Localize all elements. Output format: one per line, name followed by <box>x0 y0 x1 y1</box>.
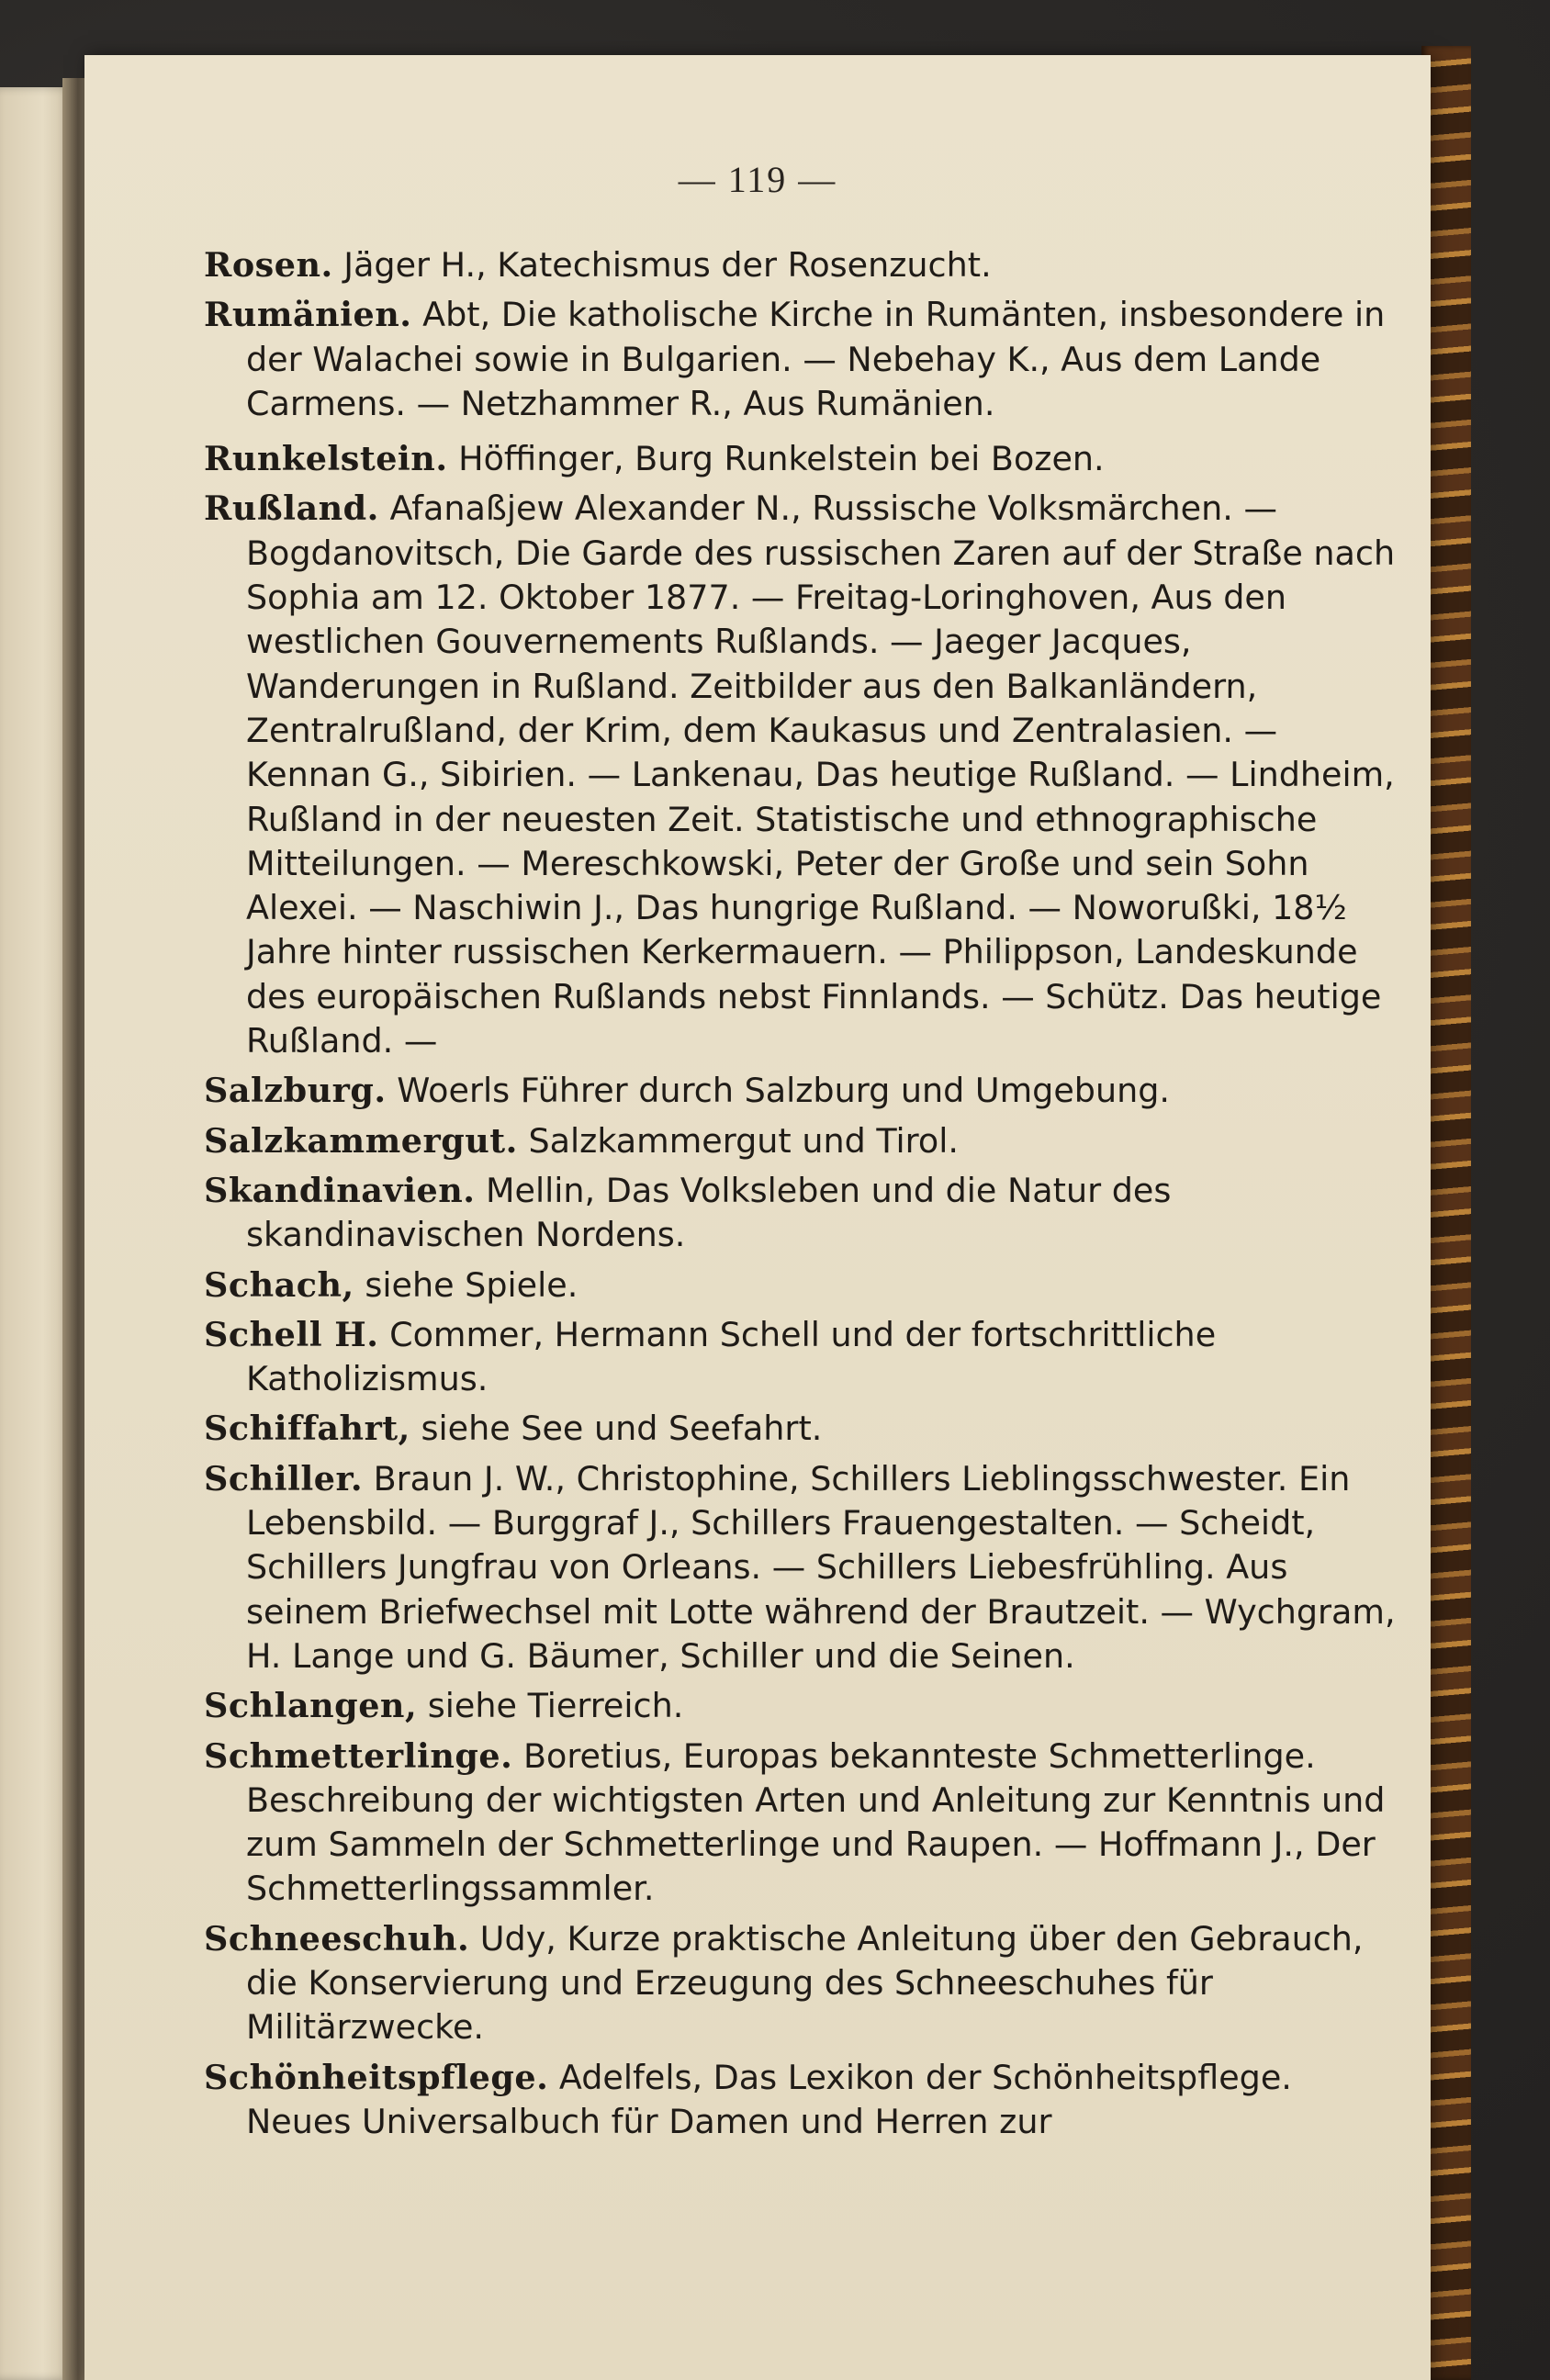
entry-body: Jäger H., Katechismus der Rosenzucht. <box>332 245 992 285</box>
entry-heading: Runkelstein. <box>204 439 448 479</box>
entry-body: siehe Spiele. <box>354 1264 578 1305</box>
entry-schneeschuh <box>204 1917 1407 2050</box>
entry-schiffahrt <box>204 1407 1407 1451</box>
entry-heading: Rosen. <box>204 245 333 285</box>
entry-russland <box>204 487 1407 1063</box>
entry-salzburg <box>204 1069 1407 1113</box>
entry-body: Udy, Kurze praktische Anleitung über den Gebrauch, die Konservierung und Erzeugung des Schneeschuhes für Militärzwecke. <box>246 1918 1364 2048</box>
entry-heading: Schell H. <box>204 1314 379 1354</box>
entry-heading: Salzburg. <box>204 1071 387 1111</box>
entry-body: Woerls Führer durch Salzburg und Umgebung. <box>386 1071 1170 1111</box>
entry-skandinavien <box>204 1169 1407 1258</box>
entry-body: siehe See und Seefahrt. <box>410 1409 823 1449</box>
entry-schell <box>204 1313 1407 1402</box>
entry-body: Braun J. W., Christophine, Schillers Lieblingsschwester. Ein Lebensbild. — Burggraf J., Schillers Frauengestalten. — Scheidt, Schillers Jungfrau von Orleans. — Schillers Liebesfrühling. Aus seinem Briefwechsel mit Lotte während der Brautzeit. — Wychgram, H. Lange und G. Bäumer, Schiller und die Seinen. <box>246 1458 1396 1676</box>
entry-heading: Schönheitspflege. <box>204 2057 549 2097</box>
entry-heading: Schach, <box>204 1264 354 1305</box>
entry-heading: Schiller. <box>204 1458 364 1499</box>
book-page <box>84 55 1431 2380</box>
index-text <box>204 243 1407 2150</box>
entry-schiller <box>204 1457 1407 1678</box>
facing-page-edge <box>0 87 72 2380</box>
entry-schlangen <box>204 1684 1407 1728</box>
entry-rumaenien <box>204 293 1407 426</box>
entry-salzkammergut <box>204 1119 1407 1163</box>
entry-body: Boretius, Europas bekannteste Schmetterlinge. Beschreibung der wichtigsten Arten und Anleitung zur Kenntnis und zum Sammeln der Schmetterlinge und Raupen. — Hoffmann J., Der Schmetterlingssammler. <box>246 1735 1386 1909</box>
entry-schmetterlinge <box>204 1734 1407 1912</box>
entry-rosen <box>204 243 1407 287</box>
entry-heading: Salzkammergut. <box>204 1120 518 1161</box>
entry-body: Adelfels, Das Lexikon der Schönheitspflege. Neues Universalbuch für Damen und Herren zur <box>246 2057 1292 2141</box>
entry-body: Commer, Hermann Schell und der fortschrittliche Katholizismus. <box>246 1314 1217 1399</box>
entry-body: siehe Tierreich. <box>417 1686 684 1726</box>
entry-schoenheitspflege <box>204 2056 1407 2145</box>
entry-heading: Rumänien. <box>204 295 412 335</box>
entry-body: Salzkammergut und Tirol. <box>517 1120 959 1161</box>
entry-body: Afanaßjew Alexander N., Russische Volksmärchen. — Bogdanovitsch, Die Garde des russischen Zaren auf der Straße nach Sophia am 12. Oktober 1877. — Freitag-Loringhoven, Aus den westlichen Gouvernements Rußlands. — Jaeger Jacques, Wanderungen in Rußland. Zeitbilder aus den Balkanländern, Zentralrußland, der Krim, dem Kaukasus und Zentralasien. — Kennan G., Sibirien. — Lankenau, Das heutige Rußland. — Lindheim, Rußland in der neuesten Zeit. Statistische und ethnographische Mitteilungen. — Mereschkowski, Peter der Große und sein Sohn Alexei. — Naschiwin J., Das hungrige Rußland. — Noworußki, 18½ Jahre hinter russischen Kerkermauern. — Philippson, Landeskunde des europäischen Rußlands nebst Finnlands. — Schütz. Das heutige Rußland. — <box>246 488 1396 1061</box>
entry-heading: Schlangen, <box>204 1686 418 1726</box>
entry-body: Abt, Die katholische Kirche in Rumänten, insbesondere in der Walachei sowie in Bulgarien. — Nebehay K., Aus dem Lande Carmens. — Netzhammer R., Aus Rumänien. <box>246 295 1386 423</box>
entry-body: Höffinger, Burg Runkelstein bei Bozen. <box>447 439 1105 479</box>
entry-heading: Skandinavien. <box>204 1170 476 1210</box>
entry-schach <box>204 1263 1407 1308</box>
entry-heading: Schneeschuh. <box>204 1918 470 1959</box>
entry-heading: Schmetterlinge. <box>204 1735 513 1776</box>
page-number: — 119 — <box>678 159 837 200</box>
entry-body: Mellin, Das Volksleben und die Natur des skandinavischen Nordens. <box>246 1170 1172 1255</box>
entry-heading: Rußland. <box>204 488 379 529</box>
entry-heading: Schiffahrt, <box>204 1409 410 1449</box>
entry-runkelstein <box>204 437 1407 481</box>
